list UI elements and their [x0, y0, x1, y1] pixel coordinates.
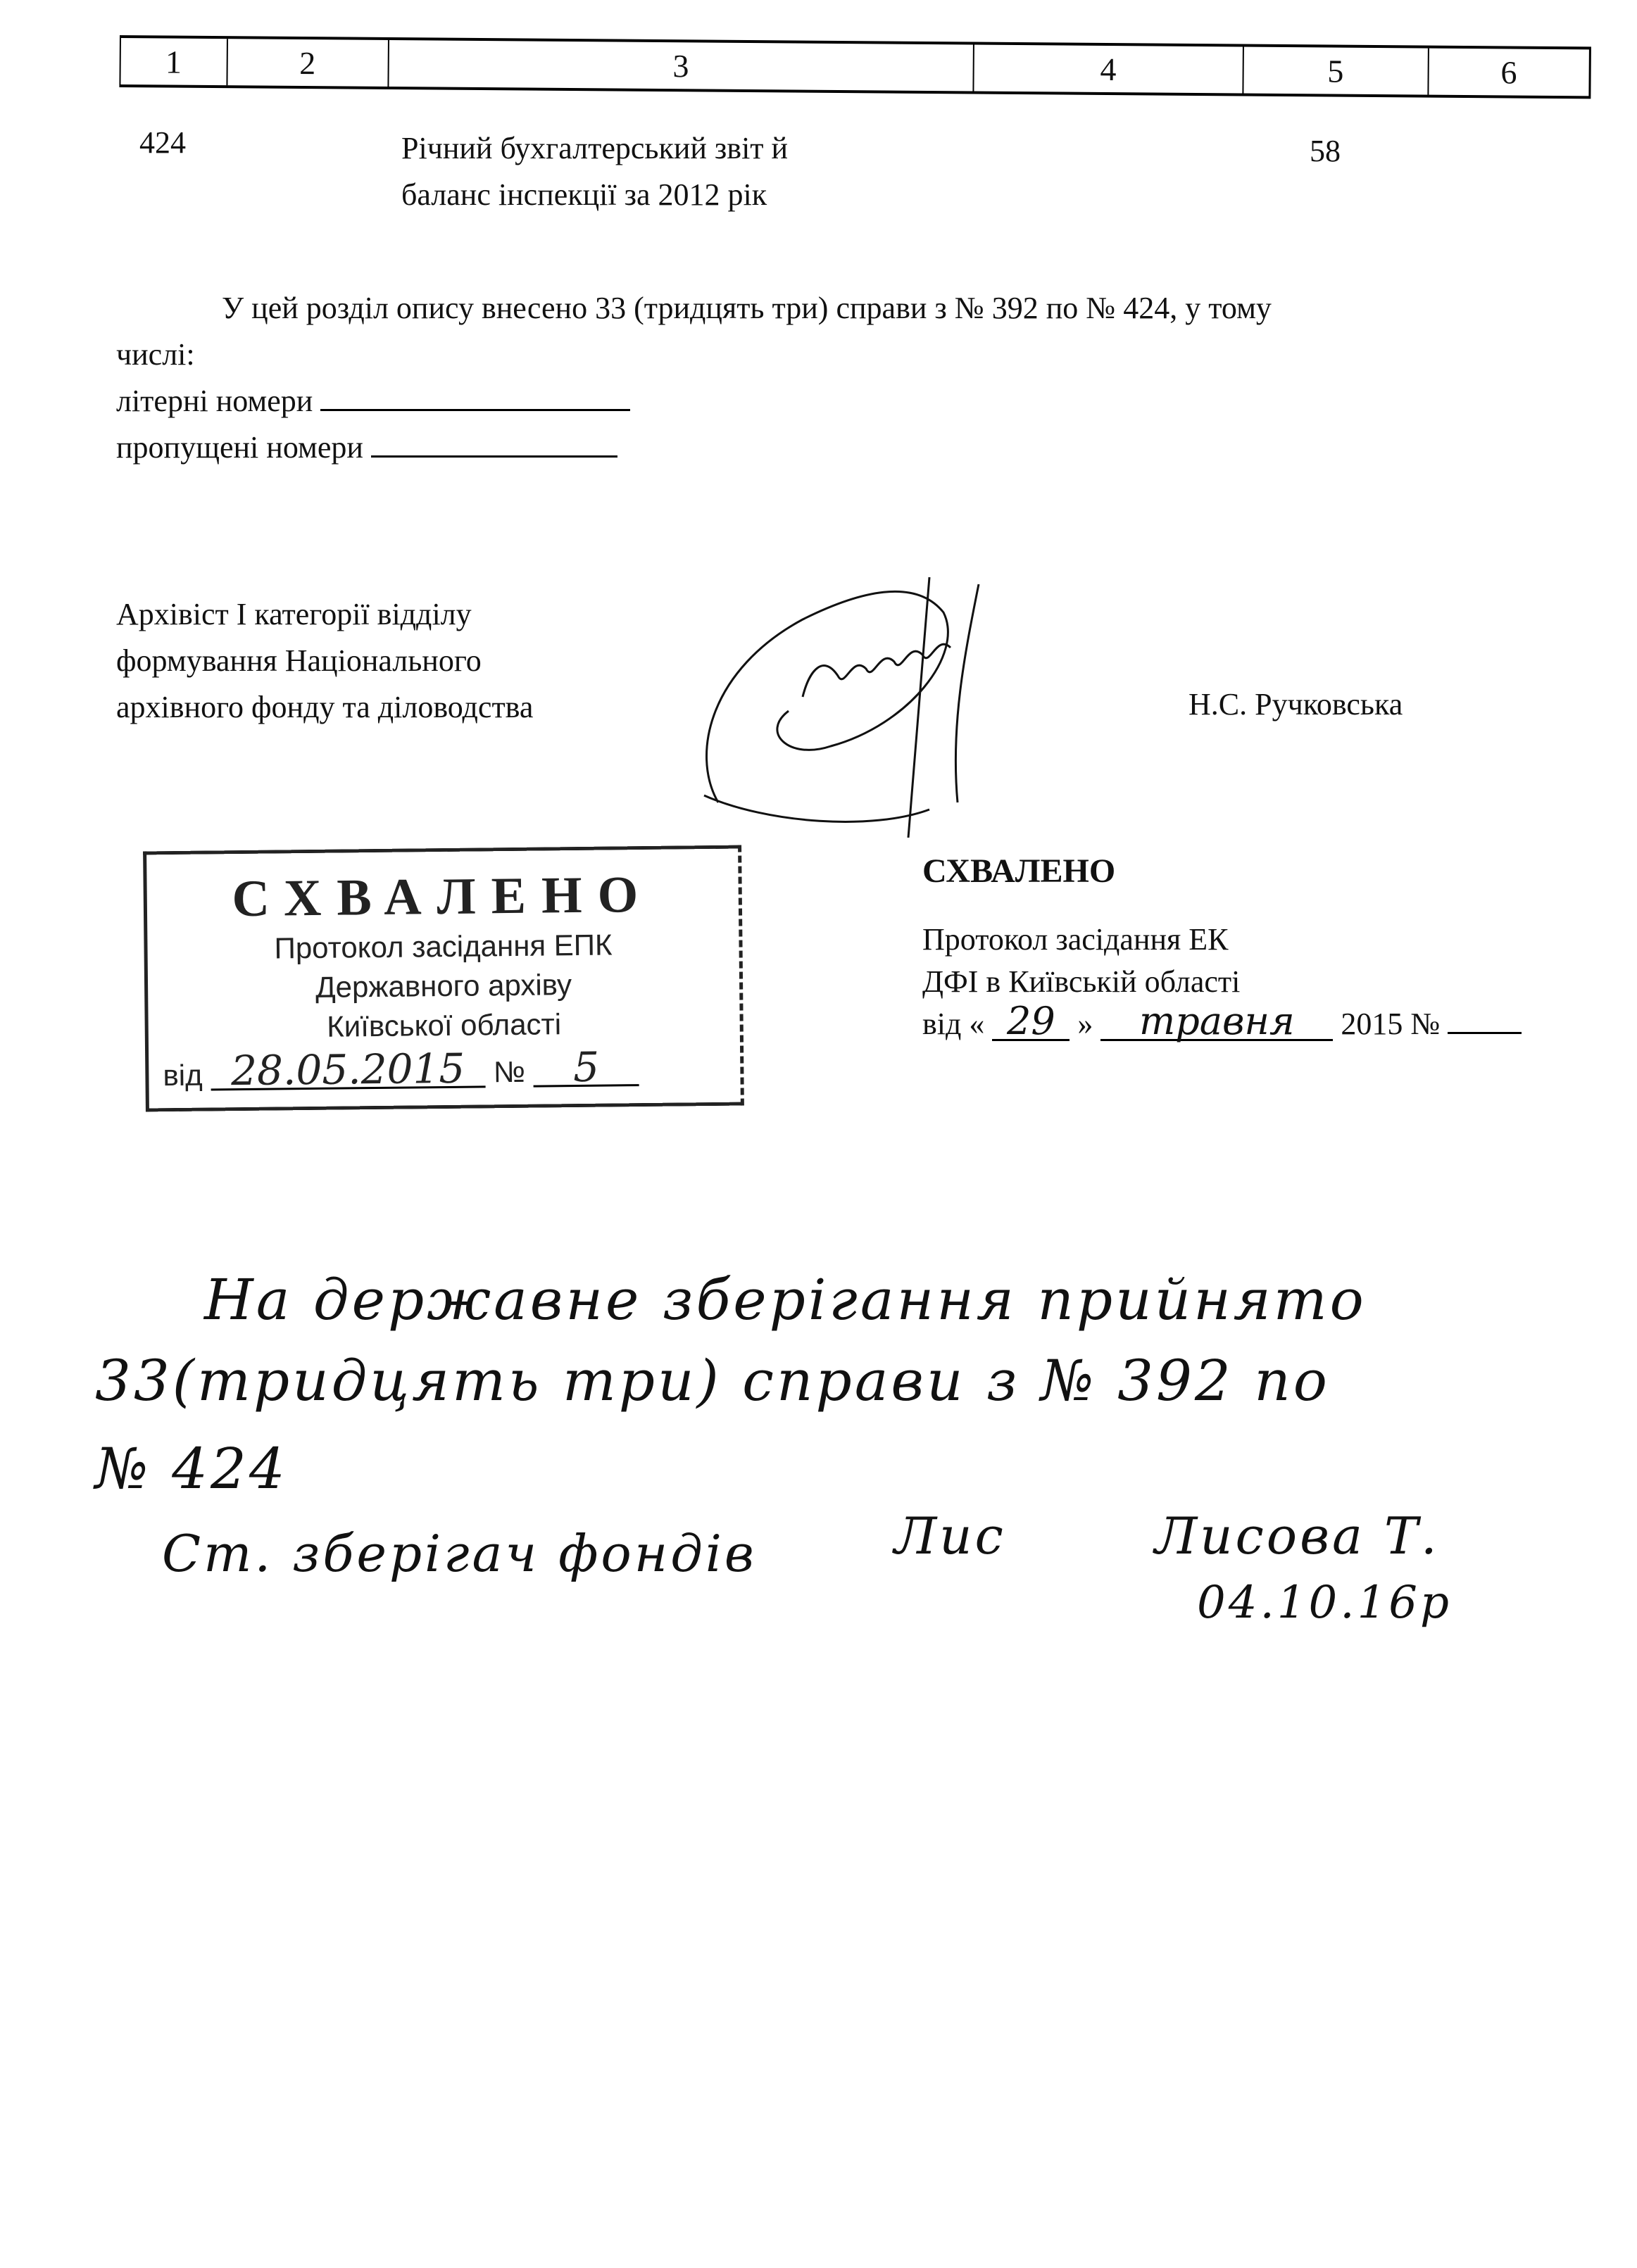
entry-number: 424 [139, 125, 186, 160]
stamp-number-prefix: № [493, 1054, 526, 1089]
letter-numbers-row [116, 378, 1581, 424]
stamp-date-prefix: від [163, 1058, 203, 1092]
stamp-line3: Київської області [327, 1007, 562, 1043]
stamp-date-value: 28.05.2015 [211, 1050, 486, 1090]
approval-date-prefix: від [922, 1007, 962, 1041]
signature-icon [662, 570, 1056, 838]
skipped-numbers-label: пропущені номери [116, 430, 363, 465]
stamp-line1: Протокол засідання ЕПК [274, 928, 613, 965]
entry-title-line1: Річний бухгалтерський звіт й [401, 131, 789, 165]
handwritten-line1: На державне зберігання прийнято [204, 1267, 1367, 1333]
column-3: 3 [389, 40, 974, 92]
column-4: 4 [974, 45, 1243, 94]
handwritten-line2: 33(тридцять три) справи з № 392 по [95, 1348, 1330, 1413]
column-1: 1 [120, 38, 227, 85]
column-5: 5 [1243, 47, 1429, 95]
approval-day-open: « [969, 1007, 985, 1041]
handwritten-name: Лисова Т. [1155, 1506, 1440, 1565]
approval-title: СХВАЛЕНО [922, 852, 1116, 890]
approval-day-value: 29 [992, 1004, 1070, 1041]
column-6: 6 [1500, 53, 1517, 91]
approval-day-close: » [1077, 1007, 1093, 1041]
signatory-name: Н.С. Ручковська [1188, 687, 1403, 722]
approval-block [922, 852, 1522, 1045]
stamp-date-row [163, 1042, 727, 1095]
entry-title-line2: баланс інспекції за 2012 рік [401, 177, 767, 212]
stamp-line2: Державного архіву [315, 968, 572, 1004]
summary-line2: числі: [116, 337, 195, 372]
approval-month-value: травня [1100, 1004, 1333, 1041]
summary-block [116, 285, 1581, 471]
letter-numbers-field [320, 381, 630, 411]
signatory-position [116, 591, 533, 731]
handwritten-position: Ст. зберігач фондів [162, 1524, 757, 1583]
skipped-numbers-field [371, 427, 617, 458]
skipped-numbers-row [116, 424, 1581, 471]
approval-line1: Протокол засідання ЕК [922, 922, 1229, 957]
stamp-number-value: 5 [533, 1049, 639, 1088]
signatory-position-line1: Архівіст І категорії відділу [116, 597, 472, 631]
column-number-header [119, 35, 1591, 99]
approval-number-value [1448, 1032, 1522, 1034]
summary-line1: У цей розділ опису внесено 33 (тридцять три) справи з № 392 по № 424, у тому [222, 291, 1272, 325]
stamp-title: СХВАЛЕНО [232, 865, 654, 928]
approval-date-row [922, 999, 1522, 1045]
entry-title [401, 125, 788, 218]
handwritten-signature-icon: Лис [894, 1506, 1006, 1565]
handwritten-date: 04.10.16р [1197, 1577, 1452, 1629]
signatory-position-line3: архівного фонду та діловодства [116, 690, 534, 724]
column-2: 2 [227, 39, 389, 87]
handwritten-line3: № 424 [95, 1436, 288, 1501]
approval-stamp [143, 845, 744, 1112]
letter-numbers-label: літерні номери [116, 384, 313, 418]
signatory-position-line2: формування Національного [116, 643, 482, 678]
approval-line2: ДФІ в Київській області [922, 964, 1241, 999]
approval-year: 2015 № [1341, 1007, 1441, 1041]
entry-pages: 58 [1310, 134, 1341, 168]
